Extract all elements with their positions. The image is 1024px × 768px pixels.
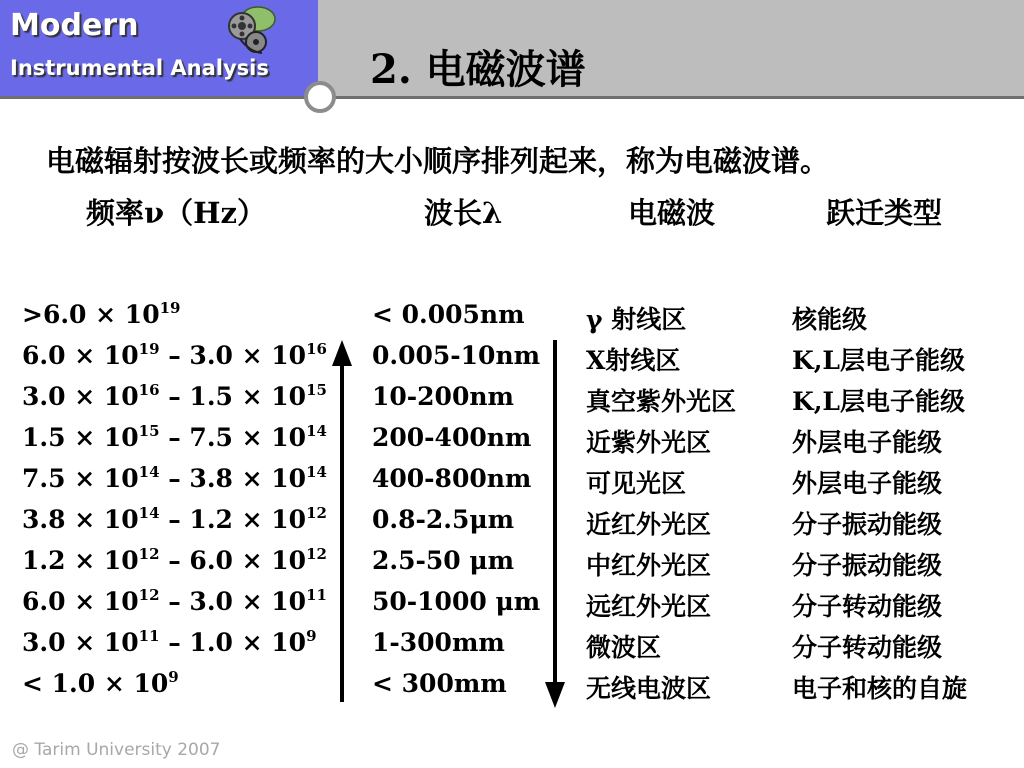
frequency-exponent: 11: [138, 626, 160, 645]
transition-cell: 分子振动能级: [792, 510, 943, 539]
column-header-transition: 跃迁类型: [826, 196, 943, 230]
transition-cell: 分子振动能级: [792, 551, 943, 580]
wavelength-cell: 50-1000 μm: [372, 587, 541, 616]
frequency-exponent: 14: [138, 503, 160, 522]
frequency-exponent: 9: [306, 626, 317, 645]
transition-cell: 分子转动能级: [792, 633, 943, 662]
footer-copyright: @ Tarim University 2007: [12, 740, 221, 760]
frequency-exponent: 14: [306, 421, 327, 440]
frequency-exponent: 16: [138, 380, 160, 399]
frequency-exponent: 14: [306, 462, 327, 481]
frequency-exponent: 14: [138, 462, 160, 481]
frequency-separator: – 1.2 × 10: [159, 505, 307, 534]
frequency-separator: – 1.5 × 10: [159, 382, 307, 411]
frequency-cell: [22, 341, 327, 370]
frequency-base: 6.0 × 10: [22, 587, 139, 616]
film-reel-logo-icon: [222, 2, 278, 56]
frequency-exponent: 12: [138, 585, 160, 604]
wavelength-cell: 400-800nm: [372, 464, 532, 493]
frequency-base: 3.0 × 10: [22, 628, 139, 657]
frequency-cell: [22, 669, 179, 698]
frequency-cell: [22, 464, 327, 493]
frequency-exponent: 12: [138, 544, 160, 563]
region-cell: γ 射线区: [586, 305, 687, 334]
wavelength-cell: < 300mm: [372, 669, 507, 698]
frequency-exponent: 19: [138, 339, 160, 358]
frequency-separator: – 3.0 × 10: [159, 341, 307, 370]
up-arrow-icon: [332, 340, 352, 702]
frequency-exponent: 19: [159, 298, 181, 317]
transition-cell: 外层电子能级: [792, 469, 943, 498]
frequency-cell: [22, 628, 317, 657]
brand-panel: [0, 0, 318, 96]
transition-cell: 分子转动能级: [792, 592, 943, 621]
wavelength-cell: 0.8-2.5μm: [372, 505, 515, 534]
frequency-separator: – 1.0 × 10: [159, 628, 307, 657]
page-title: 2. 电磁波谱: [370, 46, 586, 93]
column-header-frequency: 频率ν（Hz）: [86, 196, 266, 230]
wavelength-cell: < 0.005nm: [372, 300, 525, 329]
frequency-exponent: 16: [306, 339, 327, 358]
region-cell: 近红外光区: [586, 510, 712, 539]
region-cell: 中红外光区: [586, 551, 712, 580]
brand-title: Modern: [10, 8, 139, 43]
header-divider: [0, 96, 1024, 99]
frequency-base: 1.2 × 10: [22, 546, 139, 575]
region-cell: X射线区: [586, 346, 681, 375]
frequency-separator: – 3.8 × 10: [159, 464, 307, 493]
frequency-separator: – 7.5 × 10: [159, 423, 307, 452]
wavelength-cell: 2.5-50 μm: [372, 546, 515, 575]
frequency-cell: [22, 587, 327, 616]
frequency-exponent: 12: [306, 503, 327, 522]
region-cell: 可见光区: [586, 469, 687, 498]
frequency-base: >6.0 × 10: [22, 300, 160, 329]
frequency-base: < 1.0 × 10: [22, 669, 169, 698]
frequency-cell: [22, 505, 327, 534]
region-cell: 近紫外光区: [586, 428, 712, 457]
frequency-cell: [22, 300, 180, 329]
region-cell: 微波区: [586, 633, 662, 662]
wavelength-cell: 0.005-10nm: [372, 341, 541, 370]
frequency-exponent: 15: [138, 421, 160, 440]
header-circle-ornament: [304, 81, 336, 113]
region-cell: 无线电波区: [586, 674, 712, 703]
frequency-base: 7.5 × 10: [22, 464, 139, 493]
wavelength-cell: 10-200nm: [372, 382, 514, 411]
frequency-base: 3.8 × 10: [22, 505, 139, 534]
transition-cell: K,L层电子能级: [792, 346, 966, 375]
frequency-cell: [22, 546, 327, 575]
column-header-wave: 电磁波: [628, 196, 716, 230]
frequency-cell: [22, 423, 327, 452]
region-cell: 真空紫外光区: [586, 387, 737, 416]
transition-cell: K,L层电子能级: [792, 387, 966, 416]
transition-cell: 外层电子能级: [792, 428, 943, 457]
wavelength-cell: 1-300mm: [372, 628, 505, 657]
transition-cell: 核能级: [792, 305, 868, 334]
frequency-exponent: 9: [168, 667, 179, 686]
frequency-base: 1.5 × 10: [22, 423, 139, 452]
brand-subtitle: Instrumental Analysis: [10, 56, 269, 80]
frequency-cell: [22, 382, 327, 411]
column-header-wavelength: 波长λ: [424, 196, 503, 230]
intro-text: 电磁辐射按波长或频率的大小顺序排列起来，称为电磁波谱。: [46, 144, 830, 178]
frequency-exponent: 11: [306, 585, 327, 604]
frequency-exponent: 15: [306, 380, 327, 399]
wavelength-cell: 200-400nm: [372, 423, 532, 452]
down-arrow-icon: [545, 340, 565, 708]
frequency-exponent: 12: [306, 544, 327, 563]
frequency-base: 6.0 × 10: [22, 341, 139, 370]
frequency-separator: – 6.0 × 10: [159, 546, 307, 575]
frequency-separator: – 3.0 × 10: [159, 587, 307, 616]
transition-cell: 电子和核的自旋: [792, 674, 968, 703]
frequency-base: 3.0 × 10: [22, 382, 139, 411]
region-cell: 远红外光区: [586, 592, 712, 621]
